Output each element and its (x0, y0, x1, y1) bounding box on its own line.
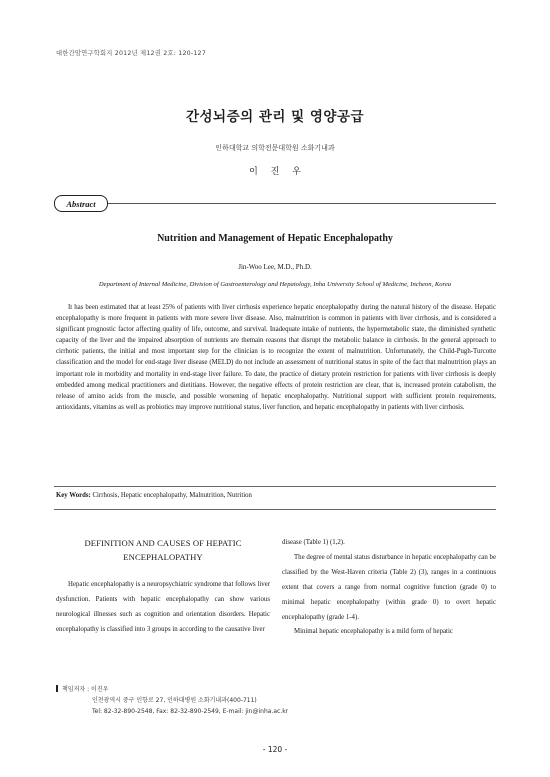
keywords-label: Key Words: (56, 492, 91, 499)
korean-title: 간성뇌증의 관리 및 영양공급 (185, 109, 365, 125)
korean-affiliation: 인하대학교 의학전문대학원 소화기내과 (215, 144, 335, 152)
left-column (56, 536, 270, 638)
keywords-text: Cirrhosis, Hepatic encephalopathy, Malnutrition, Nutrition (92, 492, 252, 499)
section-heading: DEFINITION AND CAUSES OF HEPATIC ENCEPHALOPATHY (84, 538, 242, 562)
keywords-top-rule (54, 486, 496, 487)
body-paragraph: Hepatic encephalopathy is a neuropsychiatric syndrome that follows liver dysfunction. Patients with hepatic encephalopathy can show various neurological illnesses such as cognition and orientation disorders. Hepatic encephalopathy is classified into 3 groups in according to the causative liver (56, 581, 270, 633)
keywords-bottom-rule (54, 509, 496, 510)
korean-author: 이 진 우 (249, 167, 301, 177)
abstract-label: Abstract (54, 195, 108, 212)
english-affiliation: Department of Internal Medicine, Division of Gastroenterology and Hepatology, Inha University School of Medicine, Incheon, Korea (98, 281, 452, 288)
corresponding-author-footnote (56, 684, 496, 717)
english-title: Nutrition and Management of Hepatic Encephalopathy (157, 233, 393, 244)
journal-citation: 대한간암연구학회지 2012년 제12권 2호: 120-127 (56, 50, 206, 57)
right-column (282, 536, 496, 640)
abstract-body: It has been estimated that at least 25% of patients with liver cirrhosis experience hepatic encephalopathy during the natural history of the disease. Hepatic encephalopathy is more frequent in patients with more severe liver disease. Also, malnutrition is common in patients with liver cirrhosis, and is considered a significant prognostic factor affecting quality of life, outcome, and survival. Inadequate intake of nutrients, the hypermetabolic state, the diminished synthetic capacity of the liver and the impaired absorption of nutrients are themain reasons that disrupt the metabolic balance in cirrhosis. In the general approach to cirrhotic patients, the initial and most important step for the clinician is to recognize the extent of malnutrition. Unfortunately, the Child-Pugh-Turcotte classification and the model for end-stage liver disease (MELD) do not include an assessment of nutritional status in spite of the fact that malnutrition plays an important role in morbidity and mortality in end-stage liver failure. To date, the practice of dietary protein restriction for patients with liver cirrhosis is deeply embedded among medical practitioners and dietitians. However, the negative effects of protein restriction are clear, that is, increased protein catabolism, the release of amino acids from the muscle, and possible worsening of hepatic encephalopathy. Nutritional support with sufficient protein requirements, antioxidants, vitamins as well as probiotics may improve nutritional status, liver function, and hepatic encephalopathy in patients with liver cirrhosis. (56, 304, 496, 411)
footnote-author: 책임저자 : 이진우 (62, 686, 109, 693)
page-number: - 120 - (262, 745, 288, 754)
footnote-contact: Tel: 82-32-890-2548, Fax: 82-32-890-2549, E-mail: jin@inha.ac.kr (92, 708, 289, 715)
body-paragraph: Minimal hepatic encephalopathy is a mild form of hepatic (294, 628, 453, 636)
body-paragraph: The degree of mental status disturbance in hepatic encephalopathy can be classified by the West-Haven criteria (Table 2) (3), ranges in a continuous extent that covers a range from normal cognitive function (grade 0) to minimal hepatic encephalopathy (within grade 0) to overt hepatic encephalopathy (grade 1-4). (282, 553, 496, 621)
body-paragraph-continuation: disease (Table 1) (1,2). (282, 539, 345, 546)
footnote-marker (56, 685, 58, 692)
abstract-divider (108, 203, 496, 204)
english-author: Jin-Woo Lee, M.D., Ph.D. (238, 263, 312, 271)
footnote-address: 인천광역시 중구 인항로 27, 인하대병원 소화기내과(400-711) (92, 697, 257, 704)
keywords (56, 492, 496, 499)
